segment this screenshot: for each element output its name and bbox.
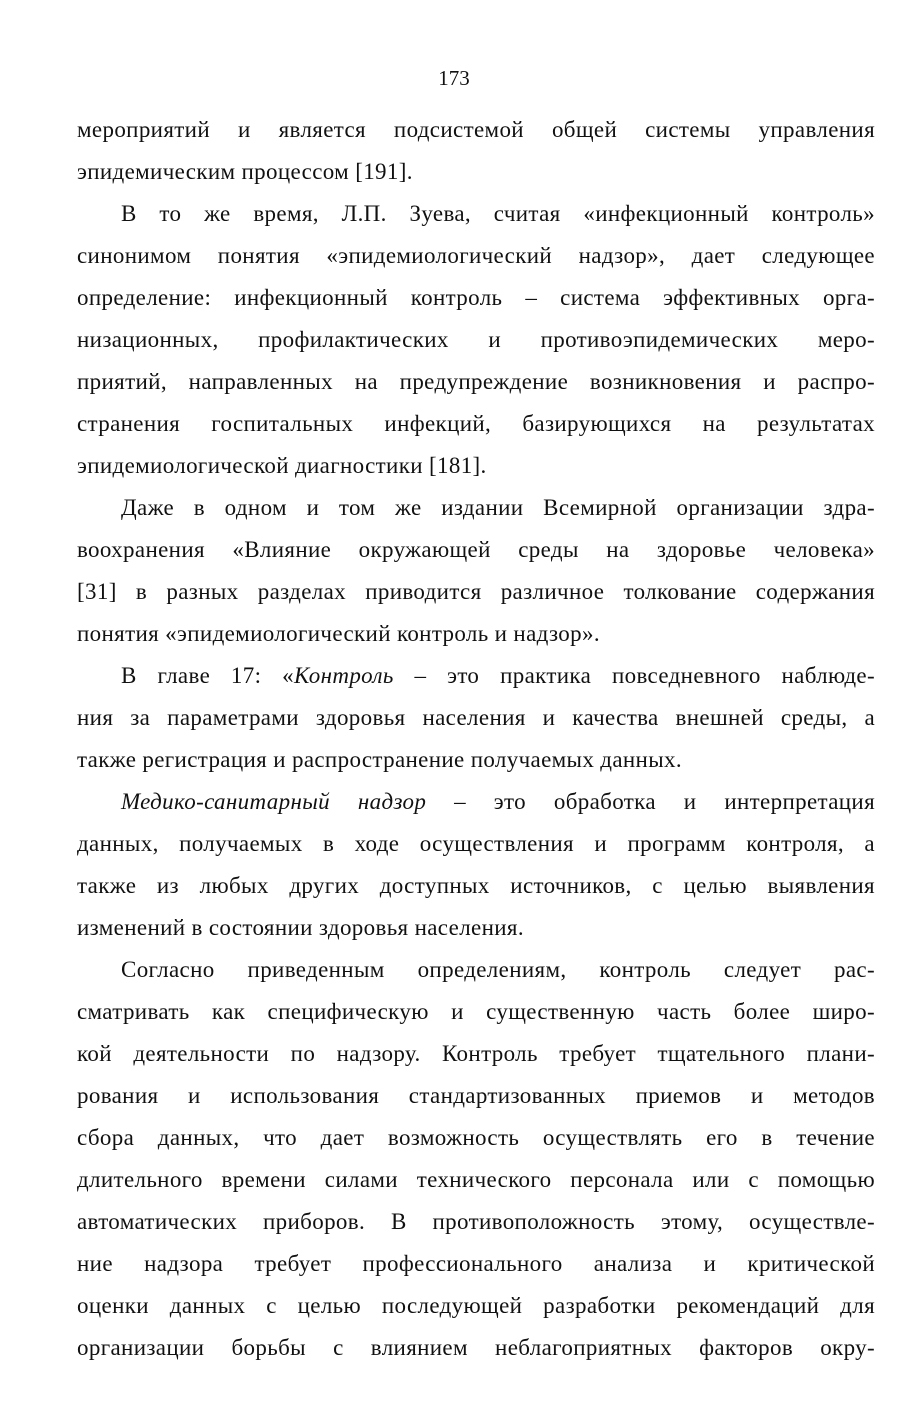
text-line: также регистрация и распространение получаемых данных. xyxy=(77,747,682,772)
text-line: Даже в одном и том же издании Всемирной организации здра- xyxy=(121,495,875,520)
text-line: рования и использования стандартизованных приемов и методов xyxy=(77,1083,875,1108)
text-line: понятия «эпидемиологический контроль и надзор». xyxy=(77,621,600,646)
text-line: длительного времени силами технического персонала или с помощью xyxy=(77,1167,875,1192)
text-line: ния за параметрами здоровья населения и качества внешней среды, а xyxy=(77,705,875,730)
page-number: 173 xyxy=(438,66,470,90)
text-line: данных, получаемых в ходе осуществления и программ контроля, а xyxy=(77,831,875,856)
text-line: [31] в разных разделах приводится различное толкование содержания xyxy=(77,579,875,604)
text-line: также из любых других доступных источников, с целью выявления xyxy=(77,873,875,898)
text-line: сматривать как специфическую и существенную часть более широ- xyxy=(77,999,875,1024)
text-line: странения госпитальных инфекций, базирующихся на результатах xyxy=(77,411,875,436)
text-line: организации борьбы с влиянием неблагоприятных факторов окру- xyxy=(77,1335,875,1360)
text-line: оценки данных с целью последующей разработки рекомендаций для xyxy=(77,1293,875,1318)
text-line: изменений в состоянии здоровья населения. xyxy=(77,915,524,940)
text-line: В главе 17: «Контроль – это практика повседневного наблюде- xyxy=(121,663,875,688)
text-line: эпидемическим процессом [191]. xyxy=(77,159,413,184)
text-line: Согласно приведенным определениям, контроль следует рас- xyxy=(121,957,875,982)
text-line: низационных, профилактических и противоэпидемических меро- xyxy=(77,327,875,352)
text-line: воохранения «Влияние окружающей среды на здоровье человека» xyxy=(77,537,875,562)
text-line: мероприятий и является подсистемой общей системы управления xyxy=(77,117,875,142)
text-line: синонимом понятия «эпидемиологический надзор», дает следующее xyxy=(77,243,875,268)
text-line: В то же время, Л.П. Зуева, считая «инфекционный контроль» xyxy=(121,201,875,226)
text-line: кой деятельности по надзору. Контроль требует тщательного плани- xyxy=(77,1041,875,1066)
text-line: автоматических приборов. В противоположность этому, осуществле- xyxy=(77,1209,875,1234)
text-line: приятий, направленных на предупреждение возникновения и распро- xyxy=(77,369,875,394)
text-line: определение: инфекционный контроль – система эффективных орга- xyxy=(77,285,875,310)
text-line: Медико-санитарный надзор – это обработка и интерпретация xyxy=(121,789,876,814)
text-line: ние надзора требует профессионального анализа и критической xyxy=(77,1251,875,1276)
text-line: сбора данных, что дает возможность осуществлять его в течение xyxy=(77,1125,875,1150)
text-line: эпидемиологической диагностики [181]. xyxy=(77,453,487,478)
